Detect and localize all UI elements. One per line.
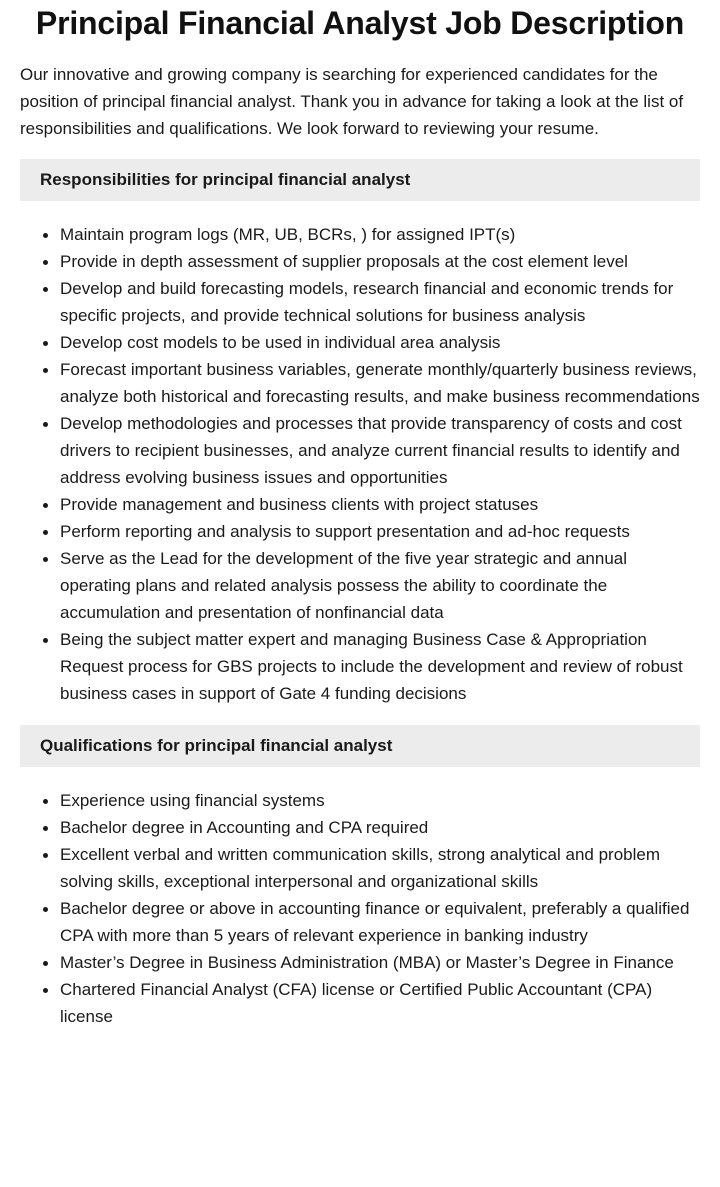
list-item: Experience using financial systems xyxy=(60,787,700,814)
qualifications-list xyxy=(20,787,700,1030)
list-item: Master’s Degree in Business Administration (MBA) or Master’s Degree in Finance xyxy=(60,949,700,976)
page-title: Principal Financial Analyst Job Description xyxy=(35,5,685,41)
list-item: Develop and build forecasting models, research financial and economic trends for specific projects, and provide technical solutions for business analysis xyxy=(60,275,700,329)
intro-paragraph: Our innovative and growing company is searching for experienced candidates for the position of principal financial analyst. Thank you in advance for taking a look at the list of responsibilities and qualifications. We look forward to reviewing your resume. xyxy=(20,65,684,138)
list-item: Chartered Financial Analyst (CFA) license or Certified Public Accountant (CPA) license xyxy=(60,976,700,1030)
responsibilities-heading: Responsibilities for principal financial analyst xyxy=(20,159,700,201)
responsibilities-list xyxy=(20,221,700,707)
list-item: Forecast important business variables, generate monthly/quarterly business reviews, analyze both historical and forecasting results, and make business recommendations xyxy=(60,356,700,410)
list-item: Maintain program logs (MR, UB, BCRs, ) for assigned IPT(s) xyxy=(60,221,700,248)
list-item: Bachelor degree or above in accounting finance or equivalent, preferably a qualified CPA with more than 5 years of relevant experience in banking industry xyxy=(60,895,700,949)
list-item: Develop methodologies and processes that provide transparency of costs and cost drivers to recipient businesses, and analyze current financial results to identify and address evolving business issues and opportunities xyxy=(60,410,700,491)
list-item: Develop cost models to be used in individual area analysis xyxy=(60,329,700,356)
list-item: Being the subject matter expert and managing Business Case & Appropriation Request process for GBS projects to include the development and review of robust business cases in support of Gate 4 funding decisions xyxy=(60,626,700,707)
qualifications-heading: Qualifications for principal financial analyst xyxy=(20,725,700,767)
list-item: Bachelor degree in Accounting and CPA required xyxy=(60,814,700,841)
list-item: Excellent verbal and written communication skills, strong analytical and problem solving skills, exceptional interpersonal and organizational skills xyxy=(60,841,700,895)
list-item: Provide management and business clients with project statuses xyxy=(60,491,700,518)
list-item: Serve as the Lead for the development of the five year strategic and annual operating plans and related analysis possess the ability to coordinate the accumulation and presentation of nonfinancial data xyxy=(60,545,700,626)
list-item: Provide in depth assessment of supplier proposals at the cost element level xyxy=(60,248,700,275)
list-item: Perform reporting and analysis to support presentation and ad-hoc requests xyxy=(60,518,700,545)
